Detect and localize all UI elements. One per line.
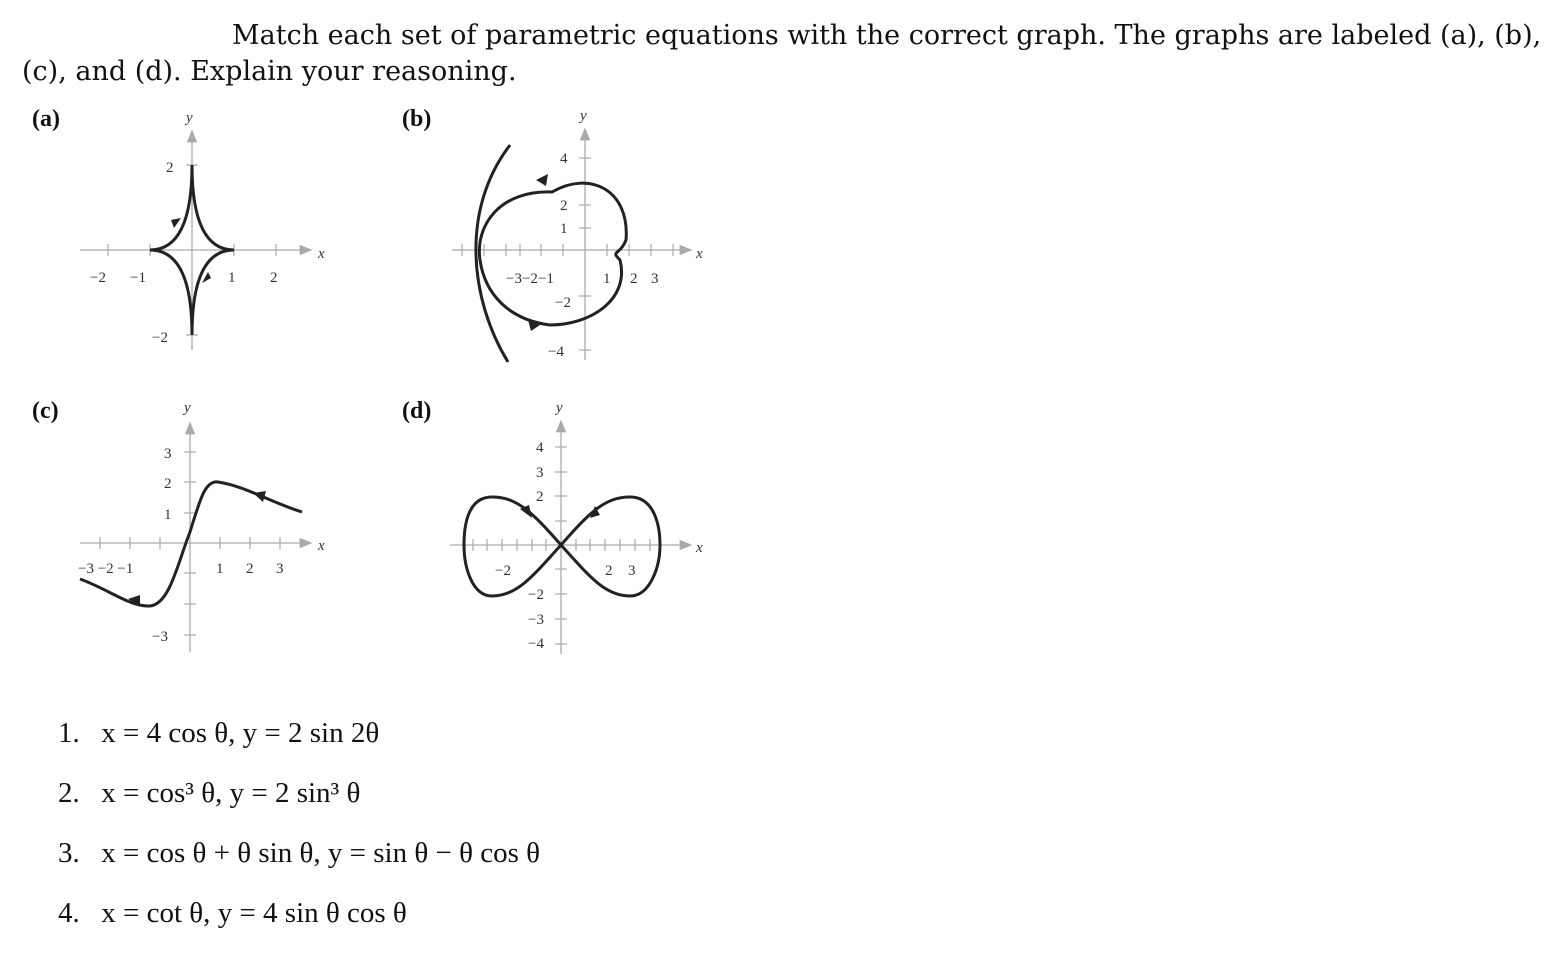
graph-c-ytick: −3 [152,629,168,645]
graph-d-xtick: −2 [495,563,511,579]
graph-b-xtick: 3 [651,271,659,287]
graph-b-ytick: 4 [560,151,568,167]
graph-c-ytick: 2 [164,476,172,492]
graph-a-arrow-upper [171,218,181,228]
graph-d-ytick: −2 [528,587,544,603]
graph-b-ytick: 1 [560,221,568,237]
graph-d-y-label: y [556,400,563,416]
graph-b-arrow-top [536,174,548,186]
graph-d-ytick: 2 [536,489,544,505]
graph-a-ytick: −2 [152,330,168,346]
equation-y: y = 2 sin³ θ [229,777,361,809]
equation-list [58,710,540,950]
graph-c-y-label: y [184,400,191,416]
graph-d [440,392,730,662]
graph-c-label: (c) [32,398,59,424]
graph-a-y-label: y [186,110,193,126]
graph-c-xtick: 1 [216,561,224,577]
graph-a [70,100,350,360]
graph-b-ytick: 2 [560,198,568,214]
graph-d-x-label: x [696,540,703,556]
equation-item [58,890,540,950]
graph-b-ytick: −2 [555,295,571,311]
graph-d-label: (d) [402,398,432,424]
equation-y: y = sin θ − θ cos θ [327,837,541,869]
graph-b-y-label: y [580,108,587,124]
graph-b-xtick: 1 [603,271,611,287]
graph-d-ytick: −3 [528,612,544,628]
equation-x: x = cos θ + θ sin θ, [101,837,321,869]
graph-a-x-label: x [318,246,325,262]
graph-a-ytick: 2 [166,160,174,176]
equation-y: y = 2 sin 2θ [242,717,380,749]
graph-b-xtick: 2 [630,271,638,287]
equation-y: y = 4 sin θ cos θ [217,897,407,929]
equation-item [58,770,540,830]
equation-item [58,710,540,770]
graph-d-ytick: 4 [536,440,544,456]
equation-number: 3. [58,837,80,869]
equation-x: x = 4 cos θ, [101,717,236,749]
graph-c-xtick: 3 [276,561,284,577]
graph-a-label: (a) [32,106,60,132]
graph-c-ytick: 3 [164,446,172,462]
equation-item [58,830,540,890]
graph-a-xtick: −2 [90,270,106,286]
instruction-text: Match each set of parametric equations with the correct graph. The graphs are labeled (a), (b), (c), and (d). Explain your reasoning. [22,20,1542,87]
involute-curve [476,145,626,362]
graph-c [70,392,350,662]
graph-d-xtick: 3 [628,563,636,579]
graph-c-x-label: x [318,538,325,554]
graph-d-ytick: 3 [536,465,544,481]
graph-d-xtick: 2 [605,563,613,579]
graph-a-xtick: 1 [228,270,236,286]
equation-x: x = cot θ, [101,897,211,929]
equation-number: 1. [58,717,80,749]
graph-b [440,100,730,370]
graph-b-x-label: x [696,246,703,262]
graph-b-xtick: −3−2−1 [506,271,554,287]
graph-a-xtick: 2 [270,270,278,286]
graph-a-xtick: −1 [130,270,146,286]
graph-c-xtick: −3 −2 −1 [78,561,134,577]
equation-number: 2. [58,777,80,809]
graph-a-arrow-lower [202,272,211,283]
graph-d-ytick: −4 [528,636,544,652]
graph-b-label: (b) [402,106,432,132]
graph-c-xtick: 2 [246,561,254,577]
cotangent-curve [80,482,302,606]
figure-eight-curve [464,497,660,596]
graph-b-ytick: −4 [548,344,564,360]
graph-c-ytick: 1 [164,507,172,523]
equation-x: x = cos³ θ, [101,777,223,809]
equation-number: 4. [58,897,80,929]
